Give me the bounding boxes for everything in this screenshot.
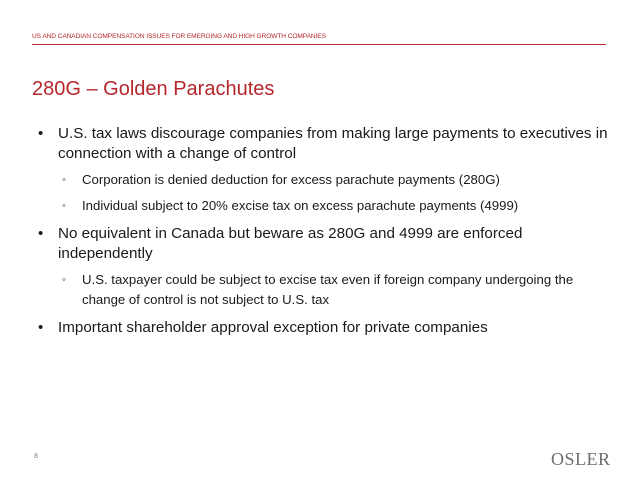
bullet-item	[38, 124, 608, 164]
bullet-text: Important shareholder approval exception for private companies	[58, 319, 488, 336]
sub-bullet-circle-icon: ◦	[62, 274, 66, 286]
bullet-text: No equivalent in Canada but beware as 280G and 4999 are enforced independently	[58, 225, 523, 262]
bullet-list	[38, 124, 608, 338]
sub-bullet-text: U.S. taxpayer could be subject to excise tax even if foreign company undergoing the change of control is not subject to U.S. tax	[82, 272, 574, 307]
bullet-item	[38, 224, 608, 264]
bullet-item	[38, 318, 608, 338]
bullet-dot-icon: •	[38, 125, 44, 142]
bullet-dot-icon: •	[38, 319, 44, 336]
sub-bullet-text: Corporation is denied deduction for excess parachute payments (280G)	[82, 172, 500, 187]
slide-title: 280G – Golden Parachutes	[32, 78, 275, 100]
bullet-text: U.S. tax laws discourage companies from making large payments to executives in connection with a change of control	[58, 125, 608, 162]
header-divider	[32, 44, 606, 45]
sub-bullet-item	[38, 270, 608, 310]
bullet-dot-icon: •	[38, 225, 44, 242]
osler-logo: OSLER	[551, 449, 611, 469]
sub-bullet-text: Individual subject to 20% excise tax on excess parachute payments (4999)	[82, 198, 519, 213]
sub-bullet-circle-icon: ◦	[62, 200, 66, 212]
page-number: 8	[34, 453, 38, 460]
sub-bullet-item	[38, 196, 608, 216]
sub-bullet-circle-icon: ◦	[62, 174, 66, 186]
sub-bullet-item	[38, 170, 608, 190]
header-text: US AND CANADIAN COMPENSATION ISSUES FOR EMERGING AND HIGH GROWTH COMPANIES	[32, 33, 326, 40]
